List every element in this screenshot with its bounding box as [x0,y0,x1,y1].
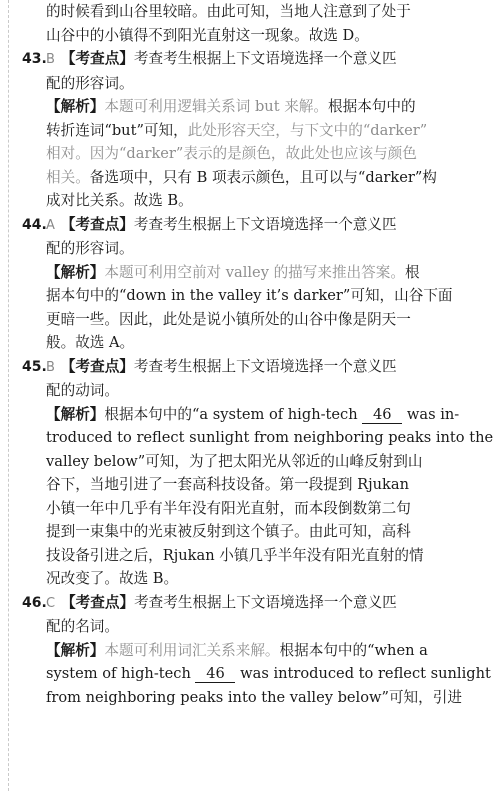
text-line [22,639,460,663]
text-line [22,662,491,686]
margin-dashed-rule [8,0,9,791]
answer-letter: B [46,52,55,67]
body-text: 的时候看到山谷里较暗。由此可知，当地人注意到了处于 [46,3,411,20]
body-text: was in- [402,405,460,423]
text-line [22,497,460,521]
section-tag: 【解析】 [46,405,105,423]
body-text: 技设备引进之后，Rjukan 小镇几乎半年没有阳光直射的情 [46,546,424,564]
text-line [22,72,460,96]
question-number: 44. [22,216,47,233]
hint-text: 相关。 [46,168,90,186]
hint-text: 相对。因为“darker”表示的是颜色，故此处也应该与颜色 [46,145,417,162]
text-line [22,567,460,591]
body-text: 配的名词。 [46,618,119,635]
hint-text: 本题可利用词汇关系来解。 [104,641,280,659]
section-tag: 【考查点】 [60,215,134,233]
text-line [22,331,460,355]
text-line [22,166,460,190]
text-line [22,355,460,380]
blank-number: 46 [195,665,235,683]
body-text: 更暗一些。因此，此处是说小镇所处的山谷中像是阴天一 [46,310,411,328]
text-line [22,237,460,261]
answer-letter: A [46,217,55,233]
body-text: from neighboring peaks into the valley below”可知，引进 [46,688,462,706]
text-line [22,261,460,285]
text-line [22,308,460,332]
body-text: 据本句中的“down in the valley it’s darker”可知，山谷下面 [46,287,453,304]
section-tag: 【考查点】 [60,357,134,375]
body-text: 配的动词。 [46,382,119,399]
text-line [22,213,460,238]
body-text: 成对比关系。故选 B。 [46,192,193,209]
answer-letter: B [46,359,55,375]
body-text: was introduced to reflect sunlight [235,665,491,682]
section-tag: 【考查点】 [60,50,134,67]
body-text: 小镇一年中几乎有半年没有阳光直射，而本段倒数第二句 [46,499,411,517]
text-line [22,520,460,544]
text-line [22,403,460,427]
body-text: valley below”可知，为了把太阳光从邻近的山峰反射到山 [46,452,423,470]
text-line [22,426,493,450]
body-text: 考查考生根据上下文语境选择一个意义匹 [133,215,397,233]
body-text: 考查考生根据上下文语境选择一个意义匹 [134,593,397,611]
text-line [22,591,460,616]
blank-number: 46 [362,406,402,424]
text-line [22,379,460,403]
body-text: 配的形容词。 [46,240,134,257]
body-text: troduced to reflect sunlight from neighboring peaks into the [46,429,493,446]
body-text: 山谷中的小镇得不到阳光直射这一现象。故选 D。 [46,26,369,44]
text-line [22,47,460,72]
body-text: 根据本句中的“when a [279,641,428,659]
body-text: 根据本句中的 [328,98,416,115]
hint-text: 此处形容天空，与下文中的“darker” [187,121,428,139]
body-text: 备选项中，只有 B 项表示颜色，且可以与“darker”构 [89,168,437,186]
section-tag: 【解析】 [46,641,105,659]
answer-explanations [22,0,493,709]
text-line [22,284,460,308]
text-line [22,0,460,24]
answer-letter: C [46,595,56,611]
section-tag: 【解析】 [46,98,105,115]
body-text: 配的形容词。 [46,74,134,92]
text-line [22,24,460,48]
hint-text: 本题可利用空前对 valley 的描写来推出答案。 [104,263,405,281]
text-line [22,450,460,474]
body-text: system of high-tech [46,665,196,682]
question-number: 46. [22,594,47,611]
body-text: 根 [404,263,420,281]
body-text: 根据本句中的“a system of high-tech [104,405,363,423]
body-text: 般。故选 A。 [46,334,135,351]
body-text: 转折连词“but”可知， [46,121,188,139]
section-tag: 【考查点】 [61,593,135,611]
text-line [22,473,460,497]
body-text: 考查考生根据上下文语境选择一个意义匹 [133,50,397,67]
body-text: 谷下，当地引进了一套高科技设备。第一段提到 Rjukan [46,476,409,493]
text-line [22,544,460,568]
body-text: 况改变了。故选 B。 [46,570,179,587]
text-line [22,95,460,119]
text-line [22,615,460,639]
text-line [22,686,460,710]
section-tag: 【解析】 [46,263,105,281]
question-number: 45. [22,358,47,375]
text-line [22,142,460,166]
body-text: 考查考生根据上下文语境选择一个意义匹 [133,357,397,375]
text-line [22,189,460,213]
text-line [22,119,460,143]
question-number: 43. [22,51,47,67]
body-text: 提到一束集中的光束被反射到这个镇子。由此可知，高科 [46,523,411,540]
hint-text: 本题可利用逻辑关系词 but 来解。 [104,98,328,115]
